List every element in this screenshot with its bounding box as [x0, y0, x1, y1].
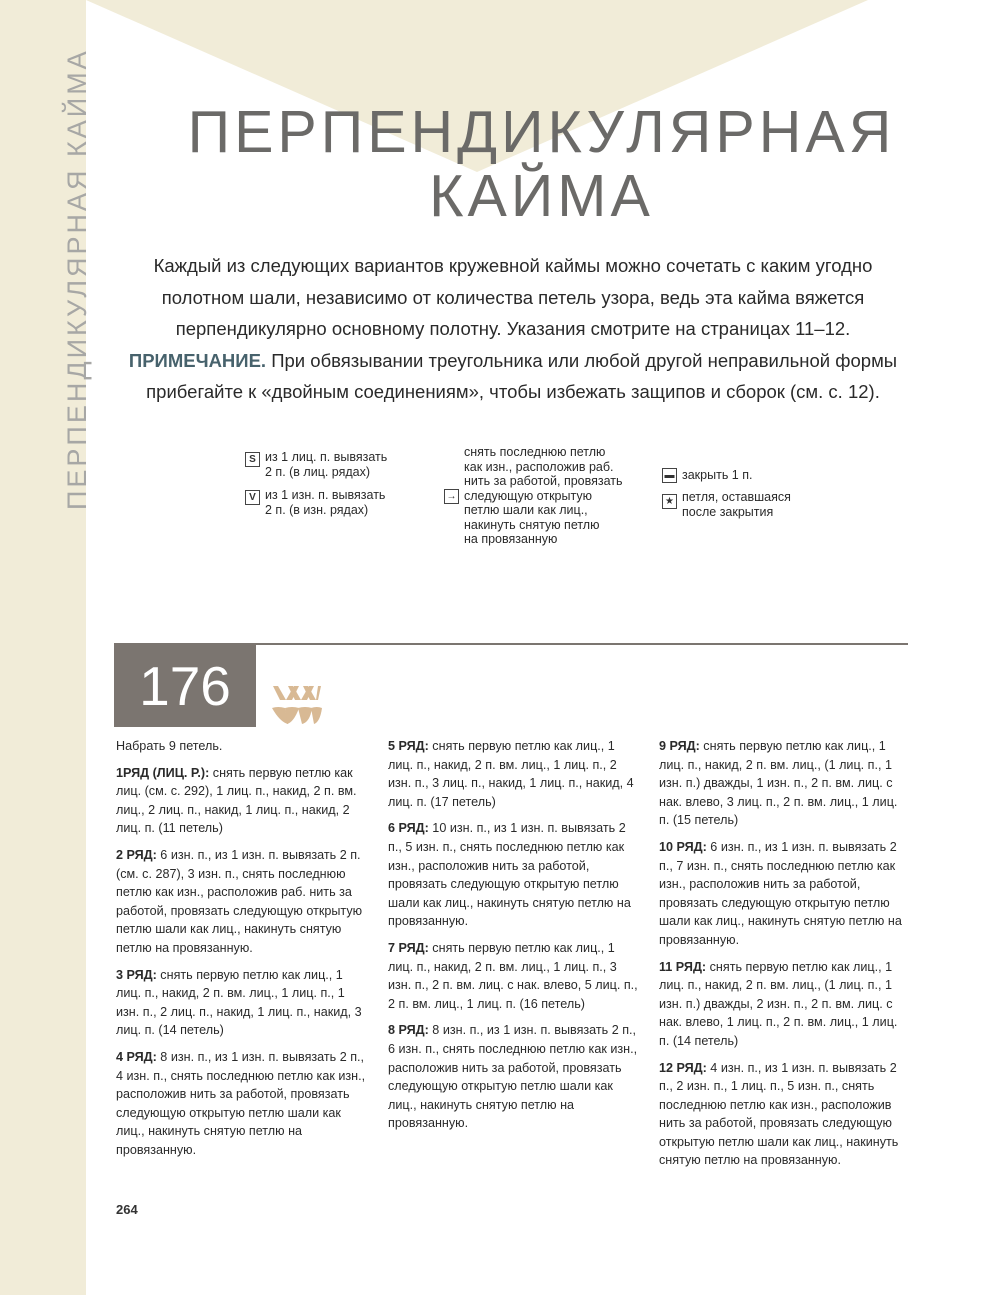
instruction-row [116, 737, 366, 756]
row-text: снять первую петлю как лиц., 1 лиц. п., накид, 2 п. вм. лиц., 1 лиц. п., 2 изн. п., 3 лиц. п., накид, 1 лиц. п., накид, 4 лиц. п. (17 петель) [388, 739, 634, 809]
row-text: 6 изн. п., из 1 изн. п. вывязать 2 п., 7 изн. п., снять последнюю петлю как изн., расположив нить за работой, провязать следующую открытую петлю шали как лиц., накинуть снятую петлю на провязанную. [659, 839, 902, 947]
legend-text: накинуть снятую петлю [464, 517, 600, 532]
arrow-right-box-icon: → [444, 489, 459, 504]
page-number: 264 [116, 1202, 138, 1217]
legend-text: нить за работой, провязать [464, 474, 623, 488]
row-label: 5 РЯД: [388, 739, 429, 753]
instruction-row [116, 966, 366, 1040]
legend-text: закрыть 1 п. [682, 468, 753, 482]
legend-text: 2 п. (в изн. рядах) [265, 502, 369, 517]
row-label: 11 РЯД: [659, 959, 707, 974]
s-box-icon: S [245, 452, 260, 467]
side-title: ПЕРПЕНДИКУЛЯРНАЯ КАЙМА [62, 48, 92, 510]
instruction-row [388, 939, 638, 1013]
row-text: 8 изн. п., из 1 изн. п. вывязать 2 п., 4 изн. п., снять последнюю петлю как изн., расположив нить за работой, провязать следующую открытую петлю шали как лиц., накинуть снятую петлю на провязанную. [116, 1049, 366, 1157]
intro-line: перпендикулярно основному полотну. Указания смотрите на страницах 11–12. [175, 318, 851, 339]
legend-text: из 1 лиц. п. вывязать [265, 450, 388, 464]
star-box-icon: ★ [662, 494, 677, 509]
page-title-line1: ПЕРПЕНДИКУЛЯРНАЯ [187, 99, 896, 165]
legend-text: как изн., расположив раб. [464, 459, 614, 474]
row-label: 4 РЯД: [116, 1049, 157, 1064]
legend-text: следующую открытую [464, 488, 592, 503]
intro-line: Каждый из следующих вариантов кружевной каймы можно сочетать с каким угодно [153, 255, 873, 276]
instruction-row [659, 838, 909, 950]
legend-text: снять последнюю петлю [464, 445, 606, 459]
instruction-row [116, 1048, 366, 1160]
note-line: прибегайте к «двойным соединениям», чтобы избежать защипов и сборок (см. с. 12). [146, 381, 880, 402]
instruction-row [659, 1059, 909, 1171]
row-label: 1РЯД (ЛИЦ. Р.): [116, 765, 210, 780]
row-text: 8 изн. п., из 1 изн. п. вывязать 2 п., 6 изн. п., снять последнюю петлю как изн., расположив нить за работой, провязать следующую открытую петлю шали как лиц., накинуть снятую петлю на провязанную. [388, 1023, 638, 1131]
page-title-line2: КАЙМА [429, 163, 654, 229]
instruction-row [116, 846, 366, 958]
row-text: снять первую петлю как лиц., 1 лиц. п., накид, 2 п. вм. лиц., 1 лиц. п., 3 изн. п., 2 п. вм. лиц. с нак. влево, 5 лиц. п., 2 п. вм. лиц., 1 лиц. п. (16 петель) [388, 940, 638, 1011]
instruction-row [116, 764, 366, 838]
legend-text: петлю шали как лиц., [464, 503, 588, 517]
row-label: 7 РЯД: [388, 940, 429, 955]
legend-text: на провязанную [464, 532, 558, 546]
row-text: 10 изн. п., из 1 изн. п. вывязать 2 п., 5 изн. п., снять последнюю петлю как изн., расположив нить за работой, провязать следующую открытую петлю шали как лиц., накинуть снятую петлю на провязанную. [388, 821, 631, 929]
row-text: снять первую петлю как лиц. (см. с. 292), 1 лиц. п., накид, 2 п. вм. лиц., 2 лиц. п., накид, 1 лиц. п., накид, 2 лиц. п. (11 петель) [116, 765, 357, 836]
instruction-row [659, 958, 909, 1051]
row-label: 12 РЯД: [659, 1060, 707, 1075]
intro-line: полотном шали, независимо от количества петель узора, ведь эта кайма вяжется [161, 286, 865, 308]
instructions-column-2 [388, 737, 638, 1141]
legend-text: из 1 изн. п. вывязать [265, 488, 386, 502]
note-line [118, 345, 908, 377]
row-text: снять первую петлю как лиц., 1 лиц. п., накид, 2 п. вм. лиц., 1 лиц. п., 1 изн. п., 2 лиц. п., накид, 1 лиц. п., накид, 3 лиц. п. (14 петель) [116, 967, 362, 1038]
row-text: 4 изн. п., из 1 изн. п. вывязать 2 п., 2 изн. п., 1 лиц. п., 5 изн. п., снять последнюю петлю как изн., расположив нить за работой, провязать следующую открытую петлю шали как лиц., накинуть снятую петлю на провязанную. [659, 1060, 899, 1168]
instruction-row [388, 1021, 638, 1133]
intro-text [118, 250, 908, 408]
instruction-row [659, 737, 909, 830]
row-label: 9 РЯД: [659, 739, 700, 753]
row-text: снять первую петлю как лиц., 1 лиц. п., накид, 2 п. вм. лиц., (1 лиц. п., 1 изн. п.) дважды, 1 изн. п., 2 п. вм. лиц. с нак. влево, 3 лиц. п., 2 п. вм. лиц., 1 лиц. п. (15 петель) [659, 739, 898, 828]
note-text: При обвязывании треугольника или любой другой неправильной формы [266, 349, 898, 371]
instruction-row [388, 737, 638, 811]
bind-off-box-icon: ▬ [662, 468, 677, 483]
row-text: 6 изн. п., из 1 изн. п. вывязать 2 п. (см. с. 287), 3 изн. п., снять последнюю петлю как изн., расположив раб. нить за работой, провязать следующую открытую петлю шали как лиц., накинуть снятую петлю на провязанную. [116, 847, 363, 955]
knitting-needles-icon [272, 684, 322, 726]
instructions-column-3 [659, 737, 909, 1178]
row-text: Набрать 9 петель. [116, 739, 223, 753]
instructions-column-1 [116, 737, 366, 1167]
row-label: 8 РЯД: [388, 1023, 429, 1038]
pattern-number: 176 [114, 645, 256, 727]
instruction-row [388, 819, 638, 931]
row-label: 2 РЯД: [116, 847, 157, 862]
row-label: 10 РЯД: [659, 839, 707, 854]
v-box-icon: V [245, 490, 260, 505]
row-label: 3 РЯД: [116, 967, 157, 982]
row-label: 6 РЯД: [388, 821, 429, 836]
legend-text: после закрытия [682, 504, 774, 519]
page-title [86, 100, 997, 228]
legend-text: петля, оставшаяся [682, 490, 791, 504]
legend-text: 2 п. (в лиц. рядах) [265, 464, 371, 479]
note-label: ПРИМЕЧАНИЕ. [128, 349, 267, 371]
row-text: снять первую петлю как лиц., 1 лиц. п., накид, 2 п. вм. лиц., (1 лиц. п., 1 изн. п.) дважды, 2 изн. п., 2 п. вм. лиц. с нак. влево, 1 лиц. п., 2 п. вм. лиц., 1 лиц. п. (14 петель) [659, 959, 898, 1048]
